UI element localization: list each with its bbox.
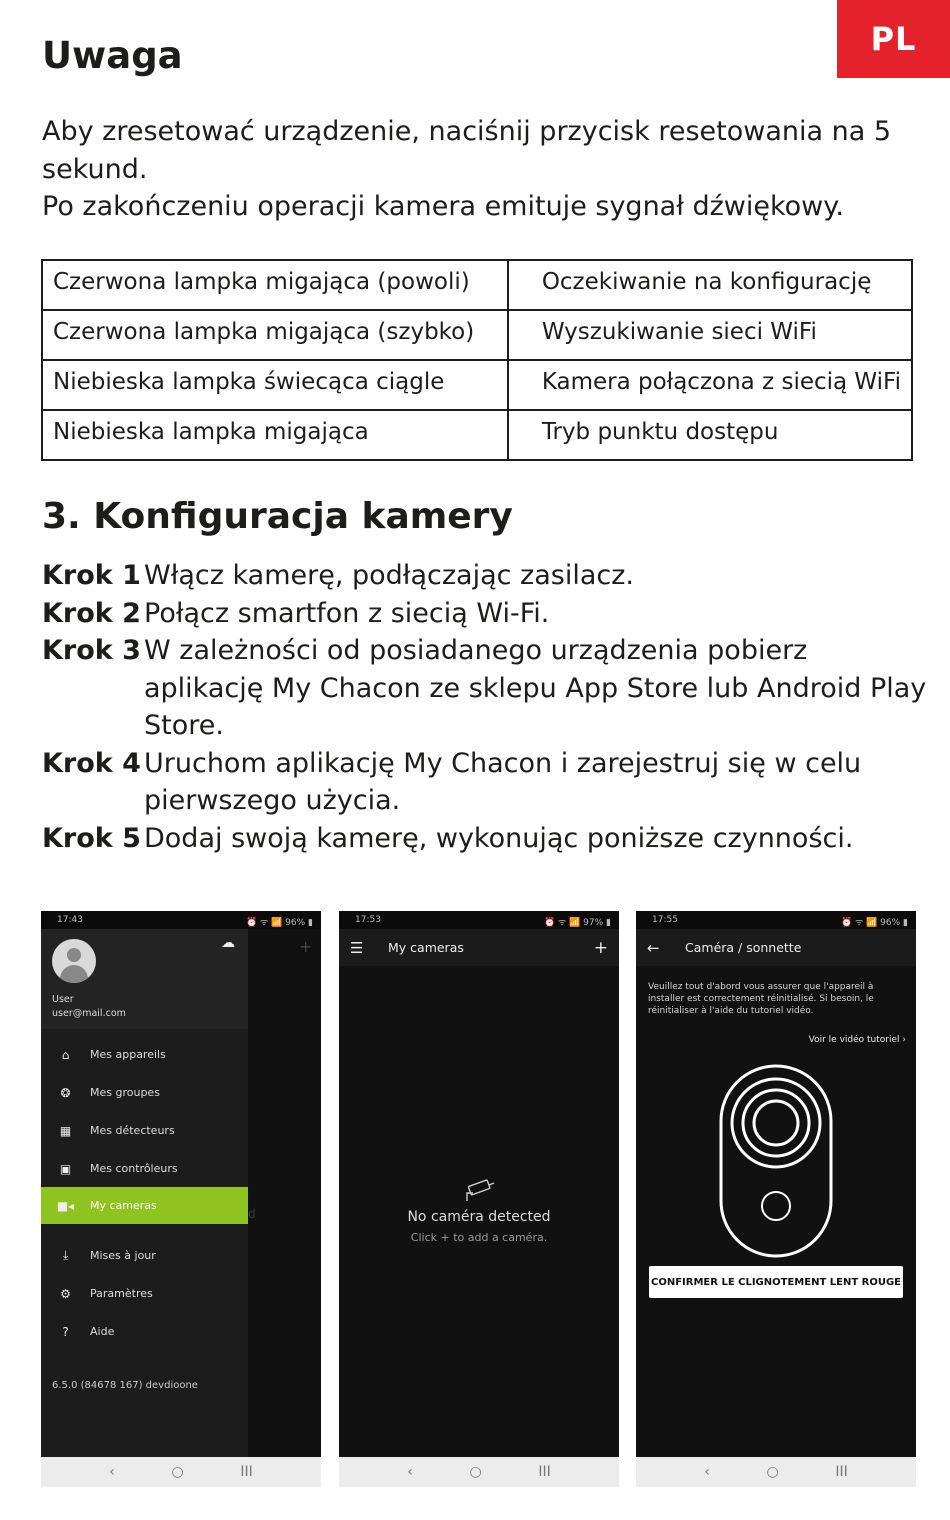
meaning-cell: Wyszukiwanie sieci WiFi	[508, 310, 912, 360]
step-label: Krok 5	[42, 822, 141, 854]
android-nav-bar	[41, 1457, 321, 1487]
step-label: Krok 4	[42, 747, 141, 779]
status-bar	[41, 911, 321, 929]
video-tutorial-link[interactable]: Voir le vidéo tutoriel ›	[808, 1035, 906, 1045]
table-row	[42, 360, 912, 410]
reset-instruction: Aby zresetować urządzenie, naciśnij przycisk resetowania na 5 sekund.	[42, 116, 892, 185]
app-bar	[339, 929, 619, 966]
empty-state-hint: Click + to add a caméra.	[410, 1231, 548, 1244]
step-text: Uruchom aplikację My Chacon i zarejestruj się w celu pierwszego użycia.	[144, 747, 862, 816]
back-nav-icon[interactable]: ‹	[407, 1464, 413, 1480]
cloud-icon[interactable]: ☁	[221, 935, 235, 951]
recents-nav-icon[interactable]: III	[538, 1464, 551, 1480]
plus-icon: +	[299, 937, 313, 956]
screen-title: My cameras	[388, 940, 464, 955]
doorbell-outline	[721, 1066, 831, 1256]
menu-item-mes-detecteurs[interactable]	[41, 1112, 248, 1149]
home-nav-icon[interactable]: ○	[171, 1464, 184, 1480]
step-text: Włącz kamerę, podłączając zasilacz.	[144, 560, 634, 591]
recents-nav-icon[interactable]: III	[835, 1464, 848, 1480]
user-email: user@mail.com	[52, 1008, 126, 1019]
led-status-table	[41, 259, 913, 461]
cctv-camera-icon	[339, 1179, 619, 1208]
menu-label: Mes groupes	[90, 1086, 160, 1099]
note-title: Uwaga	[42, 34, 183, 77]
help-icon: ?	[62, 1324, 69, 1339]
menu-label: Mises à jour	[90, 1249, 156, 1262]
step-text: Dodaj swoją kamerę, wykonując poniższe czynności.	[144, 822, 854, 854]
menu-item-mes-controleurs[interactable]	[41, 1150, 248, 1187]
step-label: Krok 2	[42, 597, 141, 629]
home-nav-icon[interactable]: ○	[469, 1464, 482, 1480]
menu-item-mes-appareils[interactable]	[41, 1036, 248, 1073]
clock: 17:55	[652, 915, 678, 925]
meaning-cell: Oczekiwanie na konfigurację	[508, 260, 912, 310]
back-nav-icon[interactable]: ‹	[704, 1464, 710, 1480]
setup-steps	[42, 557, 932, 857]
groups-icon: ❂	[60, 1085, 71, 1100]
led-cell: Czerwona lampka migająca (szybko)	[42, 310, 508, 360]
controller-icon: ▣	[59, 1161, 72, 1176]
recents-nav-icon[interactable]: III	[240, 1464, 253, 1480]
step-text: Połącz smartfon z siecią Wi-Fi.	[144, 597, 550, 629]
clock: 17:53	[355, 915, 381, 925]
phone-screenshot-my-cameras	[339, 911, 619, 1487]
step-1	[42, 557, 932, 595]
beep-note: Po zakończeniu operacji kamera emituje sygnał dźwiękowy.	[42, 191, 844, 222]
bell-button	[762, 1192, 790, 1220]
menu-item-mises-a-jour[interactable]	[41, 1237, 248, 1274]
add-camera-button[interactable]: +	[593, 937, 608, 958]
download-icon: ⤓	[62, 1248, 69, 1262]
drawer-header	[41, 929, 248, 1029]
menu-label: My cameras	[90, 1199, 157, 1212]
status-bar	[636, 911, 916, 929]
menu-label: Mes appareils	[90, 1048, 166, 1061]
user-label: User	[52, 994, 74, 1005]
language-badge: PL	[837, 0, 950, 78]
table-row	[42, 410, 912, 460]
reset-instructions: Veuillez tout d'abord vous assurer que l'appareil à installer est correctement réinitialisé. Si besoin, le réinitialiser à l'aide du tutoriel vidéo.	[648, 982, 874, 1016]
meaning-cell: Kamera połączona z siecią WiFi	[508, 360, 912, 410]
android-nav-bar	[339, 1457, 619, 1487]
menu-item-my-cameras[interactable]	[41, 1187, 248, 1224]
menu-item-parametres[interactable]	[41, 1275, 248, 1312]
step-label: Krok 1	[42, 560, 141, 591]
menu-label: Paramètres	[90, 1287, 153, 1300]
backdrop-text: d	[248, 1207, 256, 1221]
nav-drawer	[41, 929, 248, 1457]
android-nav-bar	[636, 1457, 916, 1487]
doorbell-camera-illustration	[716, 1061, 836, 1261]
menu-item-aide[interactable]	[41, 1313, 248, 1350]
detector-icon: ▦	[59, 1123, 72, 1138]
camera-icon: ■◂	[56, 1198, 75, 1213]
gear-icon: ⚙	[60, 1286, 71, 1301]
back-arrow-icon[interactable]: ←	[647, 938, 660, 957]
menu-label: Mes détecteurs	[90, 1124, 175, 1137]
menu-item-mes-groupes[interactable]	[41, 1074, 248, 1111]
step-text: W zależności od posiadanego urządzenia pobierz aplikację My Chacon ze sklepu App Store lub Android Play Store.	[144, 635, 927, 741]
step-4	[42, 745, 932, 820]
hamburger-icon[interactable]: ☰	[350, 938, 364, 957]
table-row	[42, 310, 912, 360]
phone-screenshot-menu	[41, 911, 321, 1487]
meaning-cell: Tryb punktu dostępu	[508, 410, 912, 460]
step-5	[42, 820, 932, 858]
section-title: 3. Konfiguracja kamery	[42, 496, 513, 537]
status-icons: ⏰ ᯤ 📶 96% ▮	[245, 918, 313, 928]
menu-label: Mes contrôleurs	[90, 1162, 178, 1175]
screen-title: Caméra / sonnette	[685, 940, 802, 955]
empty-state-title: No caméra detected	[407, 1209, 551, 1225]
menu-label: Aide	[90, 1325, 115, 1338]
table-row	[42, 260, 912, 310]
app-bar	[636, 929, 916, 966]
step-label: Krok 3	[42, 635, 141, 666]
app-version: 6.5.0 (84678 167) devdioone	[52, 1380, 198, 1391]
status-bar	[339, 911, 619, 929]
confirm-slow-red-blink-button[interactable]: CONFIRMER LE CLIGNOTEMENT LENT ROUGE	[649, 1266, 903, 1298]
led-cell: Czerwona lampka migająca (powoli)	[42, 260, 508, 310]
status-icons: ⏰ ᯤ 📶 97% ▮	[543, 918, 611, 928]
lens-outer-ring	[732, 1079, 820, 1167]
lens-inner-ring	[754, 1101, 798, 1145]
avatar[interactable]	[52, 939, 96, 983]
step-2	[42, 595, 932, 633]
home-icon: ⌂	[61, 1047, 70, 1062]
phone-screenshot-camera-setup	[636, 911, 916, 1487]
step-3	[42, 632, 932, 745]
led-cell: Niebieska lampka świecąca ciągle	[42, 360, 508, 410]
status-icons: ⏰ ᯤ 📶 96% ▮	[840, 918, 908, 928]
user-info	[52, 993, 126, 1021]
clock: 17:43	[57, 915, 83, 925]
led-cell: Niebieska lampka migająca	[42, 410, 508, 460]
back-nav-icon[interactable]: ‹	[109, 1464, 115, 1480]
home-nav-icon[interactable]: ○	[766, 1464, 779, 1480]
